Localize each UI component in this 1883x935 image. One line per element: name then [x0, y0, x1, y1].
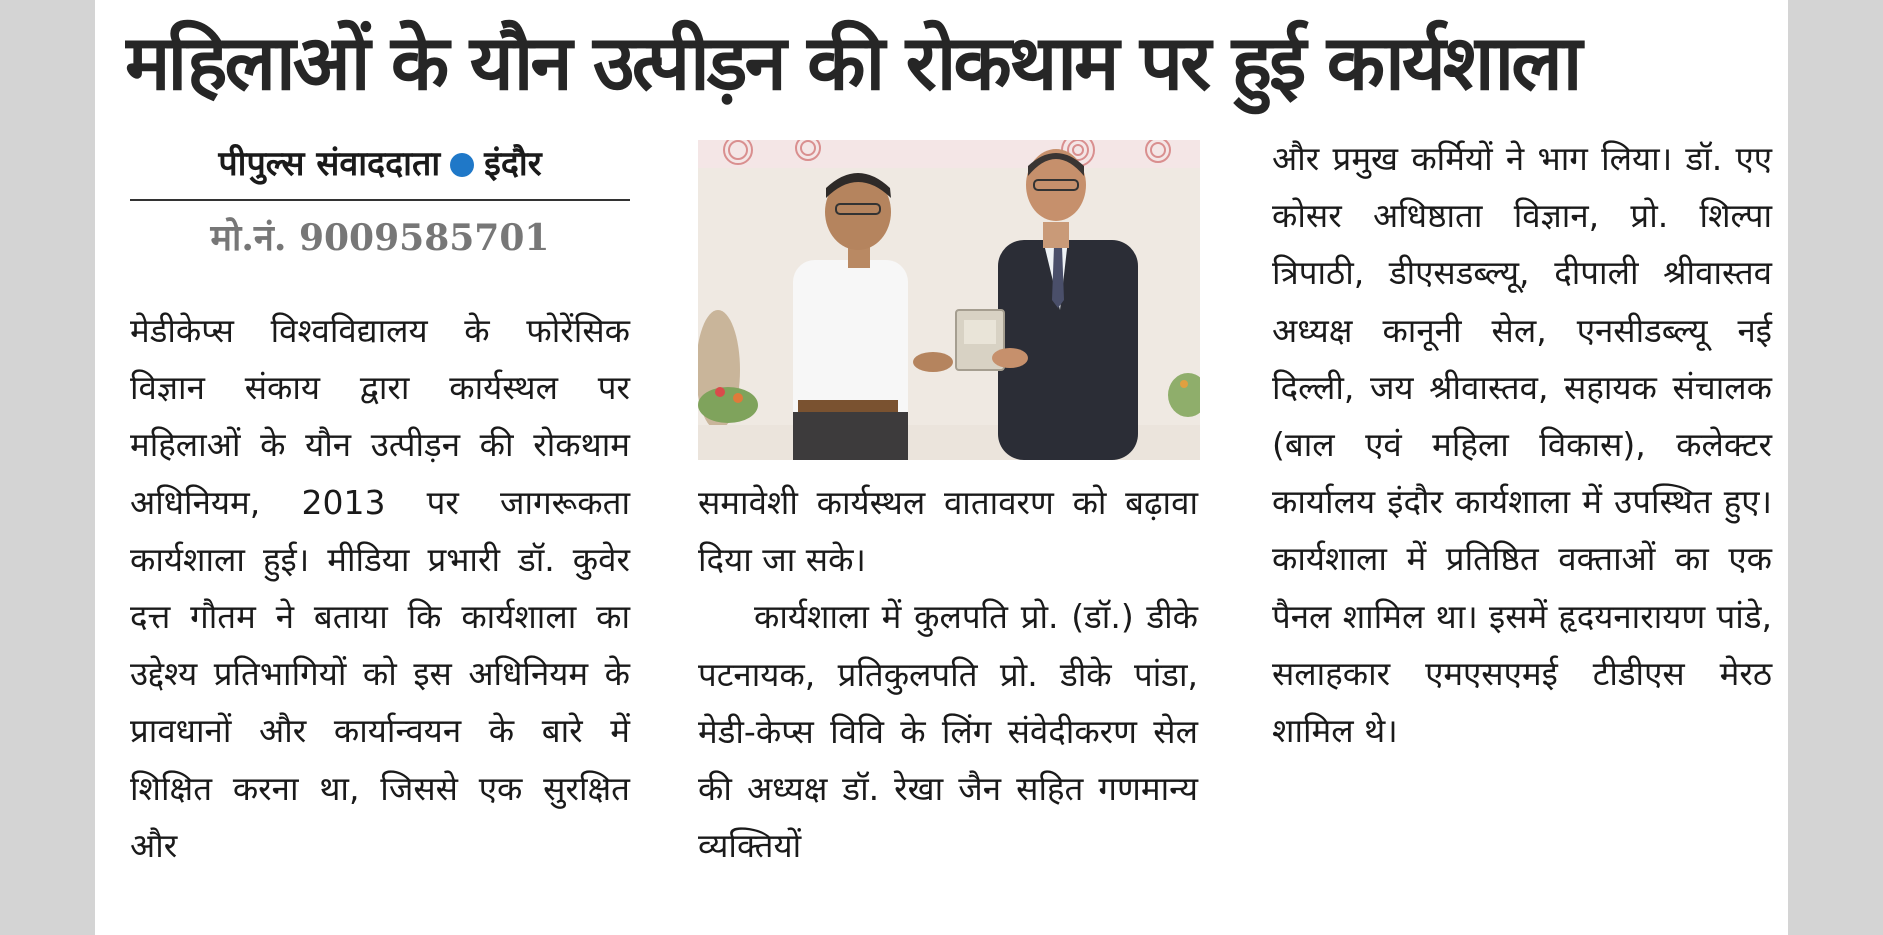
- byline: [130, 140, 630, 188]
- article-column-3: [1272, 130, 1772, 759]
- event-photo: [698, 140, 1200, 460]
- article-paragraph: कार्यशाला में कुलपति प्रो. (डॉ.) डीके पटनायक, प्रतिकुलपति प्रो. डीके पांडा, मेडी-केप्स विवि के लिंग संवेदीकरण सेल की अध्यक्ष डॉ. रेखा जैन सहित गणमान्य व्यक्तियों: [698, 597, 1198, 866]
- article-column-1: [130, 302, 630, 874]
- newspaper-clipping: [95, 0, 1788, 935]
- byline-reporter: पीपुल्स संवाददाता: [218, 144, 441, 184]
- article-paragraph: और प्रमुख कर्मियों ने भाग लिया। डॉ. एए कोसर अधिष्ठाता विज्ञान, प्रो. शिल्पा त्रिपाठी, डीएसडब्ल्यू, दीपाली श्रीवास्तव अध्यक्ष कानूनी सेल, एनसीडब्ल्यू नई दिल्ली, जय श्रीवास्तव, सहायक संचालक (बाल एवं महिला विकास), कलेक्टर कार्यालय इंदौर कार्यशाला में उपस्थित हुए। कार्यशाला में प्रतिष्ठित वक्ताओं का एक पैनल शामिल था। इसमें हृदयनारायण पांडे, सलाहकार एमएसएमई टीडीएस मेरठ शामिल थे।: [1272, 139, 1772, 751]
- byline-city: इंदौर: [484, 144, 542, 184]
- article-paragraph: मेडीकेप्स विश्वविद्यालय के फोरेंसिक विज्ञान संकाय द्वारा कार्यस्थल पर महिलाओं के यौन उत्पीड़न की रोकथाम अधिनियम, 2013 पर जागरूकता कार्यशाला हुई। मीडिया प्रभारी डॉ. कुवेर दत्त गौतम ने बताया कि कार्यशाला का उद्देश्य प्रतिभागियों को इस अधिनियम के प्रावधानों और कार्यान्वयन के बारे में शिक्षित करना था, जिससे एक सुरक्षित और: [130, 311, 630, 865]
- headline: महिलाओं के यौन उत्पीड़न की रोकथाम पर हुई कार्यशाला: [125, 18, 1580, 107]
- bullet-dot-icon: [450, 153, 474, 177]
- byline-divider: [130, 199, 630, 201]
- article-column-2: [698, 474, 1198, 874]
- reporter-phone: मो.नं. 9009585701: [210, 217, 550, 259]
- article-paragraph: समावेशी कार्यस्थल वातावरण को बढ़ावा दिया जा सके।: [698, 483, 1198, 580]
